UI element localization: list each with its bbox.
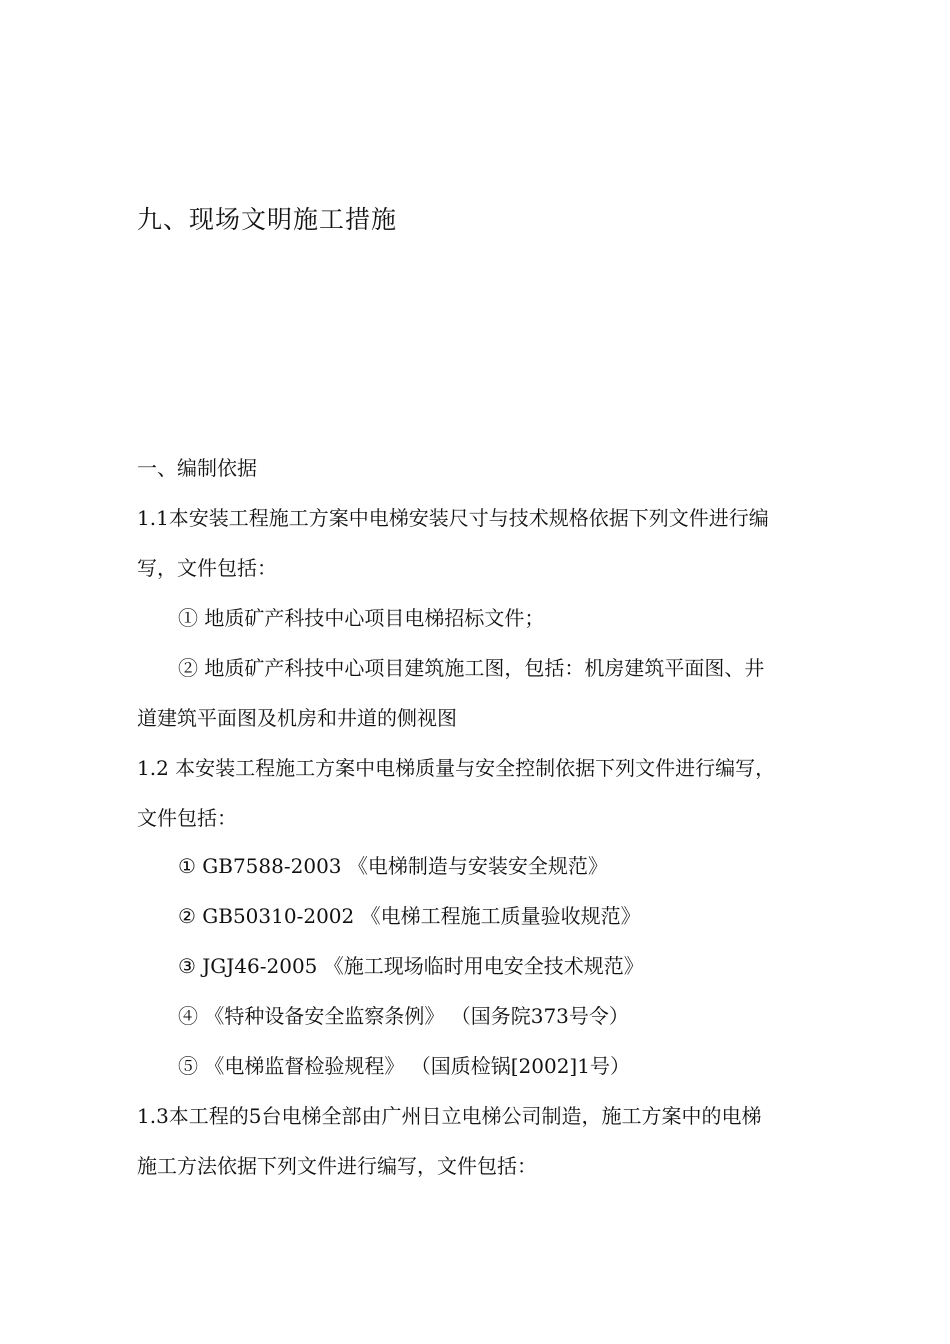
list-item: ① GB7588-2003 《电梯制造与安装安全规范》 (178, 854, 608, 878)
list-item: ② 地质矿产科技中心项目建筑施工图，包括：机房建筑平面图、井 (178, 656, 765, 680)
paragraph-line: 1.1本安装工程施工方案中电梯安装尺寸与技术规格依据下列文件进行编 (137, 506, 769, 530)
list-item: ① 地质矿产科技中心项目电梯招标文件； (178, 606, 545, 630)
paragraph-line: 文件包括： (137, 806, 237, 830)
section-title: 九、现场文明施工措施 (137, 205, 398, 234)
list-item: ④ 《特种设备安全监察条例》 （国务院373号令） (178, 1004, 629, 1028)
paragraph-line: 1.2 本安装工程施工方案中电梯质量与安全控制依据下列文件进行编写， (137, 756, 776, 780)
heading-compilation-basis: 一、编制依据 (137, 456, 257, 480)
paragraph-line: 施工方法依据下列文件进行编写，文件包括： (137, 1154, 537, 1178)
paragraph-line: 1.3本工程的5台电梯全部由广州日立电梯公司制造，施工方案中的电梯 (137, 1104, 762, 1128)
list-item: ② GB50310-2002 《电梯工程施工质量验收规范》 (178, 904, 641, 928)
paragraph-line: 写，文件包括： (137, 556, 277, 580)
list-item: ⑤ 《电梯监督检验规程》 （国质检锅[2002]1号） (178, 1054, 630, 1078)
paragraph-line: 道建筑平面图及机房和井道的侧视图 (137, 706, 457, 730)
list-item: ③ JGJ46-2005 《施工现场临时用电安全技术规范》 (178, 954, 644, 978)
